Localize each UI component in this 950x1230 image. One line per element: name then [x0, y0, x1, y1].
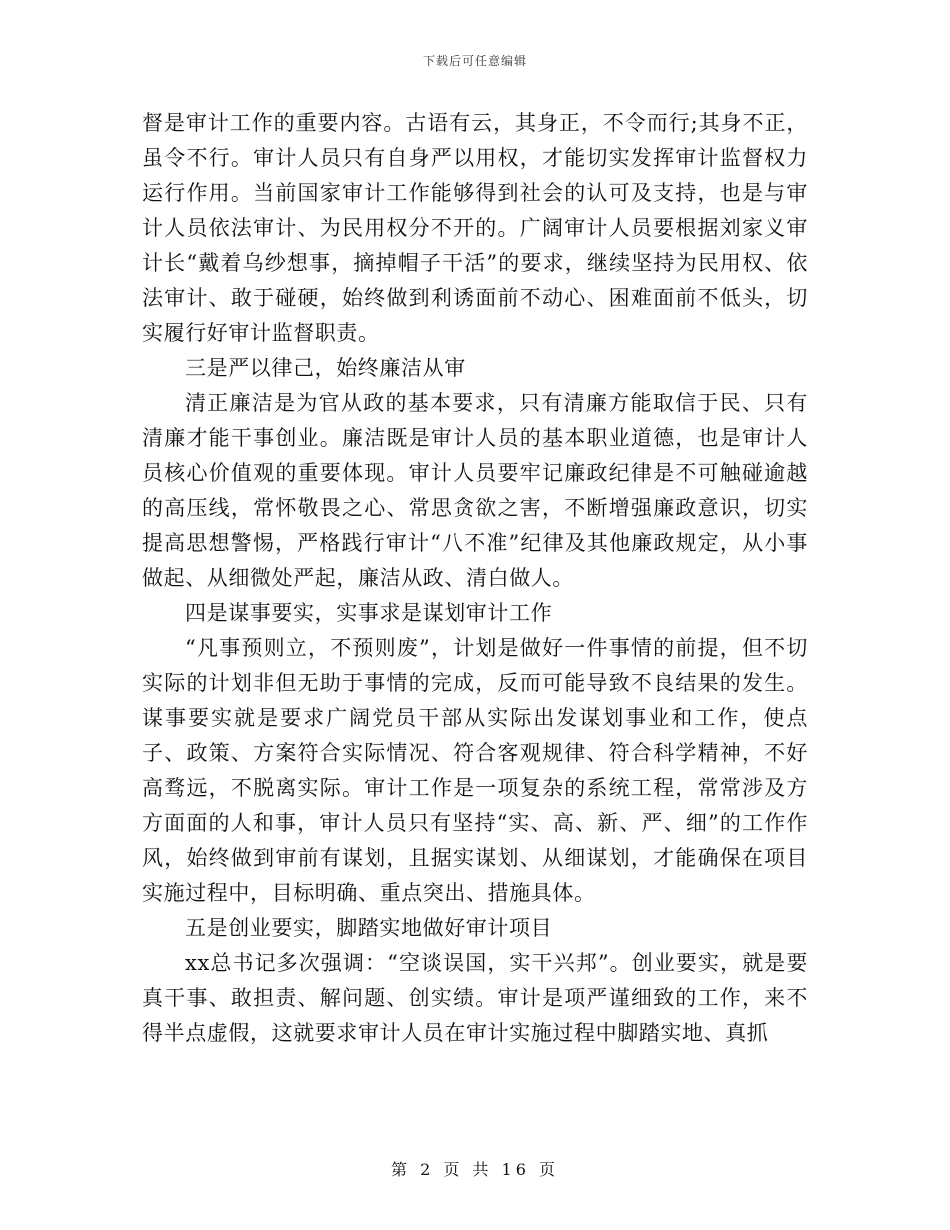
section-heading-three: 三是严以律己，始终廉洁从审	[185, 356, 466, 380]
paragraph: “凡事预则立，不预则废”，计划是做好一件事情的前提，但不切实际的计划非但无助于事情的完成，反而可能导致不良结果的发生。谋事要实就是要求广阔党员干部从实际出发谋划事业和工作，使点子、政策、方案符合实际情况、符合客观规律、符合科学精神，不好高骛远，不脱离实际。审计工作是一项复杂的系统工程，常常涉及方方面面的人和事，审计人员只有坚持“实、高、新、严、细”的工作作风，始终做到审前有谋划，且据实谋划、从细谋划，才能确保在项目实施过程中，目标明确、重点突出、措施具体。	[142, 636, 808, 905]
section-heading-five: 五是创业要实，脚踏实地做好审计项目	[185, 916, 553, 940]
page-number-footer: 第 2 页 共 16 页	[391, 1160, 559, 1179]
paragraph-continuation: 督是审计工作的重要内容。古语有云，其身正，不令而行;其身不正，虽令不行。审计人员只有自身严以用权，才能切实发挥审计监督权力运行作用。当前国家审计工作能够得到社会的认可及支持，也是与审计人员依法审计、为民用权分不开的。广阔审计人员要根据刘家义审计长“戴着乌纱想事，摘掉帽子干活”的要求，继续坚持为民用权、依法审计、敢于碰硬，始终做到利诱面前不动心、困难面前不低头，切实履行好审计监督职责。	[142, 111, 808, 345]
paragraph: 清正廉洁是为官从政的基本要求，只有清廉方能取信于民、只有清廉才能干事创业。廉洁既是审计人员的基本职业道德，也是审计人员核心价值观的重要体现。审计人员要牢记廉政纪律是不可触碰逾越的高压线，常怀敬畏之心、常思贪欲之害，不断增强廉政意识，切实提高思想警惕，严格践行审计“八不准”纪律及其他廉政规定，从小事做起、从细微处严起，廉洁从政、清白做人。	[142, 391, 808, 590]
section-heading-four: 四是谋事要实，实事求是谋划审计工作	[185, 601, 553, 625]
document-body	[142, 106, 808, 1051]
paragraph: xx总书记多次强调：“空谈误国，实干兴邦”。创业要实，就是要真干事、敢担责、解问题、创实绩。审计是项严谨细致的工作，来不得半点虚假，这就要求审计人员在审计实施过程中脚踏实地、真抓	[142, 951, 808, 1045]
page-header: 下载后可任意编辑	[422, 54, 527, 68]
